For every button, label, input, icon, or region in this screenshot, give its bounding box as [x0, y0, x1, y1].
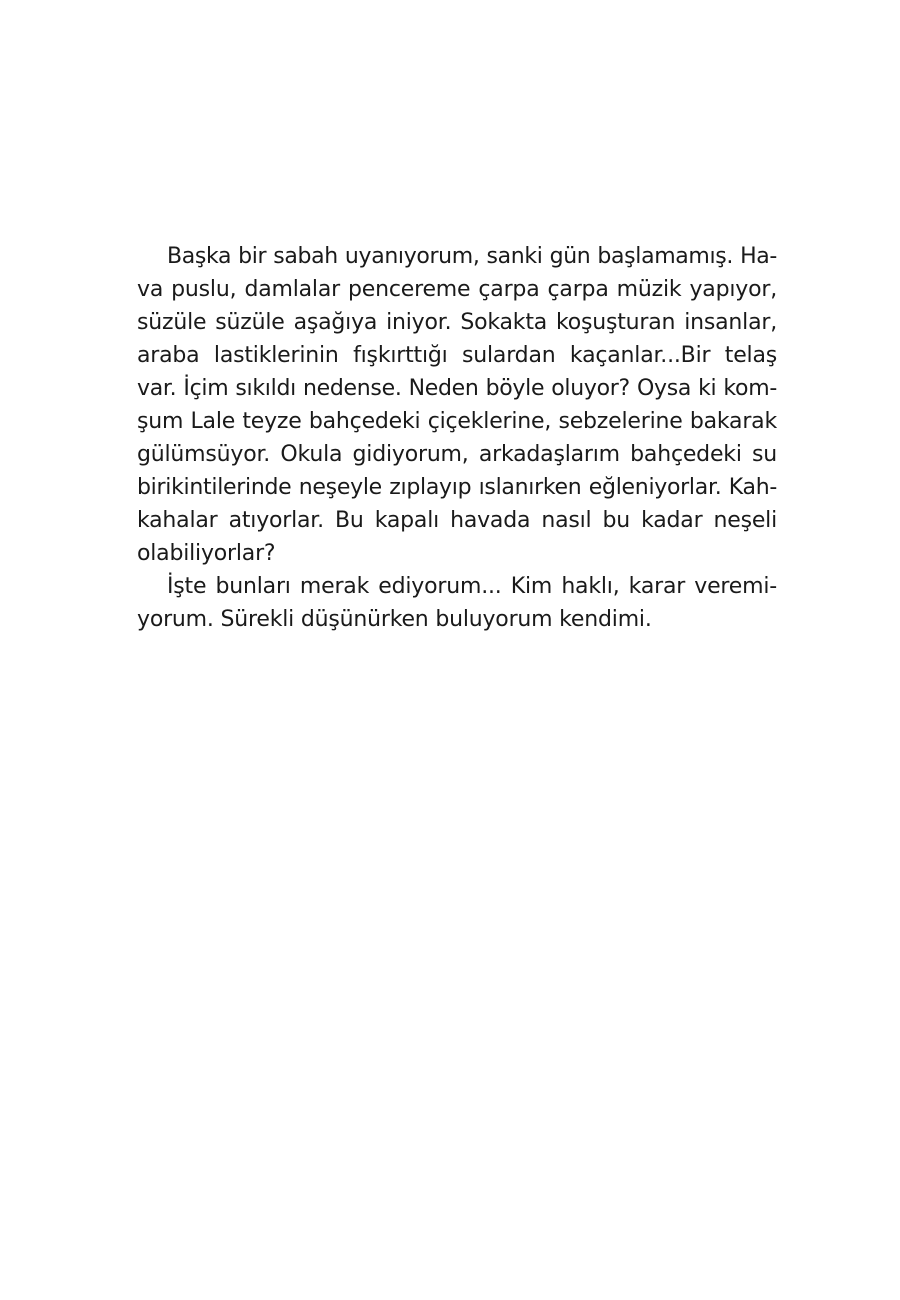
body-text	[137, 240, 777, 636]
text-line: kahalar atıyorlar. Bu kapalı havada nasıl bu kadar neşeli	[137, 508, 777, 533]
text-line: Başka bir sabah uyanıyorum, sanki gün başlamamış. Ha-	[167, 244, 777, 269]
text-line: olabiliyorlar?	[137, 541, 276, 566]
paragraph-1	[137, 240, 777, 570]
text-line: birikintilerinde neşeyle zıplayıp ıslanırken eğleniyorlar. Kah-	[137, 475, 777, 500]
text-line: var. İçim sıkıldı nedense. Neden böyle oluyor? Oysa ki kom-	[137, 376, 777, 401]
text-line: va puslu, damlalar pencereme çarpa çarpa müzik yapıyor,	[137, 277, 777, 302]
text-line: şum Lale teyze bahçedeki çiçeklerine, sebzelerine bakarak	[137, 409, 777, 434]
text-line: yorum. Sürekli düşünürken buluyorum kendimi.	[137, 607, 652, 632]
text-line: gülümsüyor. Okula gidiyorum, arkadaşlarım bahçedeki su	[137, 442, 777, 467]
text-line: araba lastiklerinin fışkırttığı sulardan kaçanlar...Bir telaş	[137, 343, 777, 368]
paragraph-2	[137, 570, 777, 636]
text-line: İşte bunları merak ediyorum... Kim haklı, karar veremi-	[167, 574, 777, 599]
text-line: süzüle süzüle aşağıya iniyor. Sokakta koşuşturan insanlar,	[137, 310, 777, 335]
